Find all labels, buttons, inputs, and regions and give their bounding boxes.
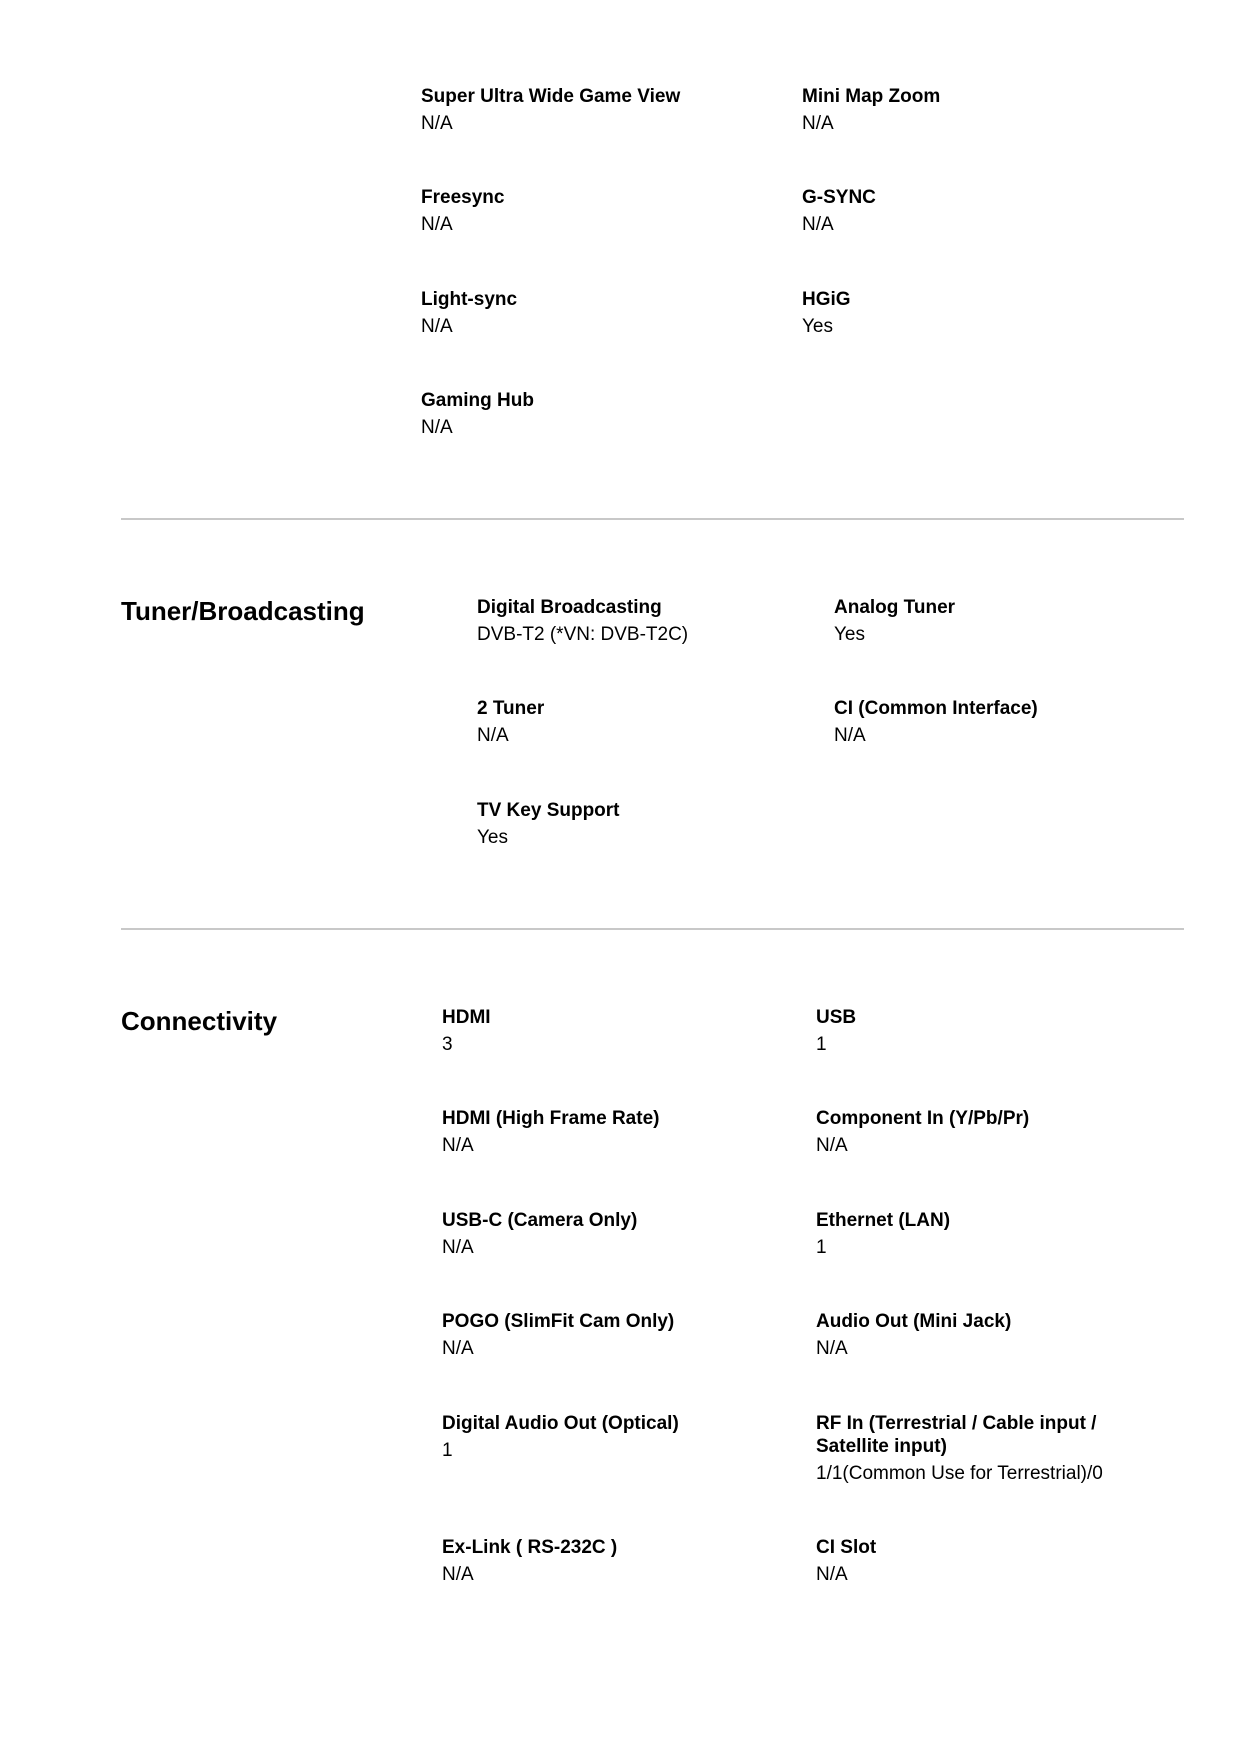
- spec-rf-in: [816, 1412, 1136, 1485]
- spec-label: Mini Map Zoom: [802, 86, 941, 107]
- spec-value: N/A: [442, 1338, 474, 1359]
- spec-value: Yes: [477, 827, 508, 848]
- spec-ex-link-rs-232c: [442, 1536, 772, 1586]
- section-title-tuner-broadcasting: Tuner/Broadcasting: [121, 596, 365, 626]
- spec-label: G-SYNC: [802, 187, 876, 208]
- spec-value: N/A: [816, 1135, 848, 1156]
- spec-value: Yes: [834, 624, 865, 645]
- spec-value: N/A: [421, 417, 453, 438]
- spec-value: 1: [442, 1440, 453, 1461]
- spec-ci-common-interface: [834, 697, 1164, 747]
- section-divider: [121, 928, 1184, 930]
- spec-label: HGiG: [802, 289, 851, 310]
- spec-value: N/A: [442, 1135, 474, 1156]
- spec-value: 1/1(Common Use for Terrestrial)/0: [816, 1463, 1103, 1484]
- spec-label: HDMI: [442, 1007, 491, 1028]
- spec-hdmi-high-frame-rate: [442, 1107, 772, 1157]
- spec-2-tuner: [477, 697, 807, 747]
- spec-digital-broadcasting: [477, 596, 807, 646]
- spec-value: N/A: [802, 214, 834, 235]
- spec-audio-out-mini-jack: [816, 1310, 1146, 1360]
- spec-pogo-slimfit-cam: [442, 1310, 772, 1360]
- spec-usb: [816, 1006, 1146, 1056]
- spec-label: USB: [816, 1007, 857, 1028]
- spec-ethernet-lan: [816, 1209, 1146, 1259]
- spec-light-sync: [421, 288, 751, 338]
- spec-value: N/A: [421, 113, 453, 134]
- spec-value: N/A: [421, 214, 453, 235]
- spec-value: N/A: [421, 316, 453, 337]
- spec-mini-map-zoom: [802, 85, 1132, 135]
- spec-hgig: [802, 288, 1132, 338]
- spec-value: N/A: [816, 1338, 848, 1359]
- spec-g-sync: [802, 186, 1132, 236]
- spec-tv-key-support: [477, 799, 807, 849]
- spec-value: 3: [442, 1034, 453, 1055]
- spec-usb-c-camera-only: [442, 1209, 772, 1259]
- spec-component-in: [816, 1107, 1146, 1157]
- spec-digital-audio-out-optical: [442, 1412, 772, 1462]
- spec-label: Freesync: [421, 187, 505, 208]
- spec-label: TV Key Support: [477, 800, 620, 821]
- spec-label: HDMI (High Frame Rate): [442, 1108, 660, 1129]
- spec-label: RF In (Terrestrial / Cable input / Satellite input): [816, 1413, 1097, 1457]
- spec-value: DVB-T2 (*VN: DVB-T2C): [477, 624, 689, 645]
- spec-value: 1: [816, 1237, 827, 1258]
- spec-value: 1: [816, 1034, 827, 1055]
- spec-label: 2 Tuner: [477, 698, 545, 719]
- spec-ci-slot: [816, 1536, 1146, 1586]
- spec-value: N/A: [442, 1564, 474, 1585]
- spec-label: USB-C (Camera Only): [442, 1210, 638, 1231]
- spec-label: CI Slot: [816, 1537, 877, 1558]
- spec-label: Digital Audio Out (Optical): [442, 1413, 679, 1434]
- spec-value: N/A: [802, 113, 834, 134]
- section-divider: [121, 518, 1184, 520]
- spec-label: Analog Tuner: [834, 597, 956, 618]
- spec-label: Gaming Hub: [421, 390, 534, 411]
- spec-value: Yes: [802, 316, 833, 337]
- spec-analog-tuner: [834, 596, 1164, 646]
- spec-value: N/A: [442, 1237, 474, 1258]
- spec-value: N/A: [816, 1564, 848, 1585]
- spec-label: Light-sync: [421, 289, 518, 310]
- spec-label: CI (Common Interface): [834, 698, 1038, 719]
- spec-label: Super Ultra Wide Game View: [421, 86, 681, 107]
- spec-label: POGO (SlimFit Cam Only): [442, 1311, 675, 1332]
- section-title-connectivity: Connectivity: [121, 1006, 278, 1036]
- spec-freesync: [421, 186, 751, 236]
- spec-gaming-hub: [421, 389, 751, 439]
- spec-label: Ethernet (LAN): [816, 1210, 951, 1231]
- spec-label: Audio Out (Mini Jack): [816, 1311, 1012, 1332]
- spec-hdmi: [442, 1006, 772, 1056]
- spec-label: Digital Broadcasting: [477, 597, 662, 618]
- spec-value: N/A: [834, 725, 866, 746]
- spec-value: N/A: [477, 725, 509, 746]
- spec-label: Component In (Y/Pb/Pr): [816, 1108, 1030, 1129]
- spec-super-ultra-wide-game-view: [421, 85, 751, 135]
- spec-label: Ex-Link ( RS-232C ): [442, 1537, 618, 1558]
